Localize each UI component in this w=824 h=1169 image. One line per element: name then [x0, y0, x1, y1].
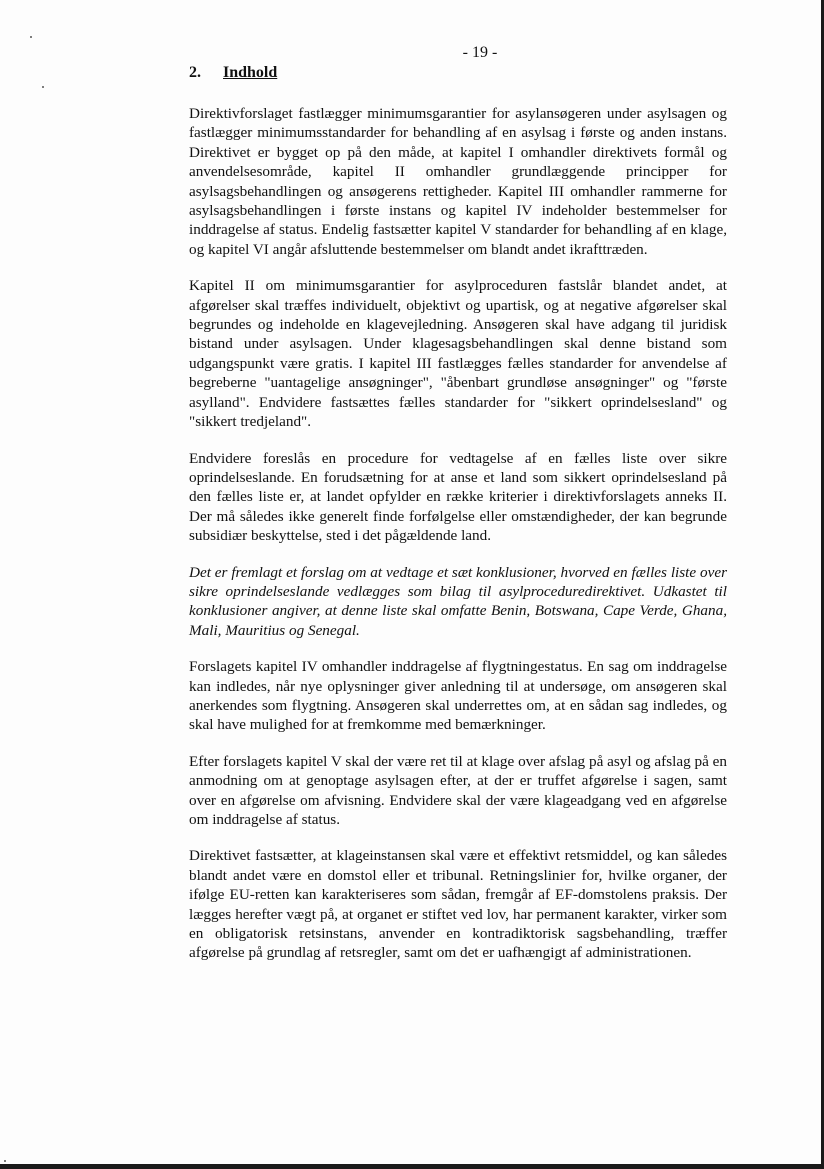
paragraph-chapter-5: Efter forslagets kapitel V skal der være ret til at klage over afslag på asyl og afslag på en anmodning om at genoptage asylsagen efter, at der er truffet afgørelse i sagen, samt over en afgørelse om afvisning. Endvidere skal der være klageadgang ved en afgørelse om inddragelse af status.: [189, 752, 727, 828]
scan-speck: [4, 1160, 6, 1162]
paragraph-chapter-4: Forslagets kapitel IV omhandler inddragelse af flygtningestatus. En sag om inddragelse kan indledes, når nye oplysninger giver anledning til at undersøge, om ansøgeren skal anerkendes som flygtning. Ansøgeren skal underrettes om, at en sådan sag indledes, og skal have mulighed for at fremkomme med bemærkninger.: [189, 658, 727, 734]
page-number: - 19 -: [462, 44, 498, 61]
paragraph-conclusions-note: Det er fremlagt et forslag om at vedtage et sæt konklusioner, hvorved en fælles liste over sikre oprindelseslande vedlægges som bilag til asylproceduredirektivet. Udkastet til konklusioner angiver, at denne liste skal omfatte Benin, Botswana, Cape Verde, Ghana, Mali, Mauritius og Senegal.: [189, 563, 727, 639]
section-heading: [189, 64, 277, 82]
paragraph-overview: Direktivforslaget fastlægger minimumsgarantier for asylansøgeren under asylsagen og fastlægger minimumsstandarder for behandling af en asylsag i første og anden instans. Direktivet er bygget op på den måde, at kapitel I omhandler direktivets formål og anvendelsesområde, kapitel II omhandler grundlæggende principper for asylsagsbehandlingen og ansøgerens rettigheder. Kapitel III omhandler rammerne for asylsagsbehandlingen i første instans og kapitel IV indeholder bestemmelser for inddragelse af status. Endelig fastsætter kapitel V standarder for behandling af en klage, og kapitel VI angår afsluttende bestemmelser om blandt andet ikrafttræden.: [189, 105, 727, 258]
body-text: [189, 104, 727, 980]
section-number: 2.: [189, 64, 201, 81]
scan-speck: [42, 86, 44, 88]
scan-edge-bottom: [0, 1164, 824, 1169]
scan-speck: [30, 36, 32, 38]
paragraph-safe-countries: Endvidere foreslås en procedure for vedtagelse af en fælles liste over sikre oprindelseslande. En forudsætning for at anse et land som sikkert oprindelsesland på den fælles liste er, at landet opfylder en række kriterier i direktivforslagets anneks II. Der må således ikke generelt finde forfølgelse eller omstændigheder, der kan begrunde subsidiær beskyttelse, sted i det pågældende land.: [189, 449, 727, 545]
paragraph-chapter-2: Kapitel II om minimumsgarantier for asylproceduren fastslår blandet andet, at afgørelser skal træffes individuelt, objektivt og upartisk, og at negative afgørelser skal begrundes og indeholde en klagevejledning. Ansøgeren skal have adgang til juridisk bistand under asylsagen. Under klagesagsbehandlingen skal denne bistand som udgangspunkt være gratis. I kapitel III fastlægges fælles standarder for anvendelse af begreberne "uantagelige ansøgninger", "åbenbart grundløse ansøgninger" og "første asylland". Endvidere fastsættes fælles standarder for "sikkert oprindelsesland" og "sikkert tredjeland".: [189, 277, 727, 431]
section-title: Indhold: [223, 64, 278, 81]
paragraph-appeal-body: Direktivet fastsætter, at klageinstansen skal være et effektivt retsmiddel, og kan således blandt andet være en domstol eller et tribunal. Retningslinier for, hvilke organer, der ifølge EU-retten kan karakteriseres som sådan, fremgår af EF-domstolens praksis. Der lægges herefter vægt på, at organet er stiftet ved lov, har permanent karakter, virker som en obligatorisk retsinstans, anvender en kontradiktorisk sagsbehandling, træffer afgørelse på grundlag af retsregler, samt om det er uafhængigt af administrationen.: [189, 847, 727, 962]
